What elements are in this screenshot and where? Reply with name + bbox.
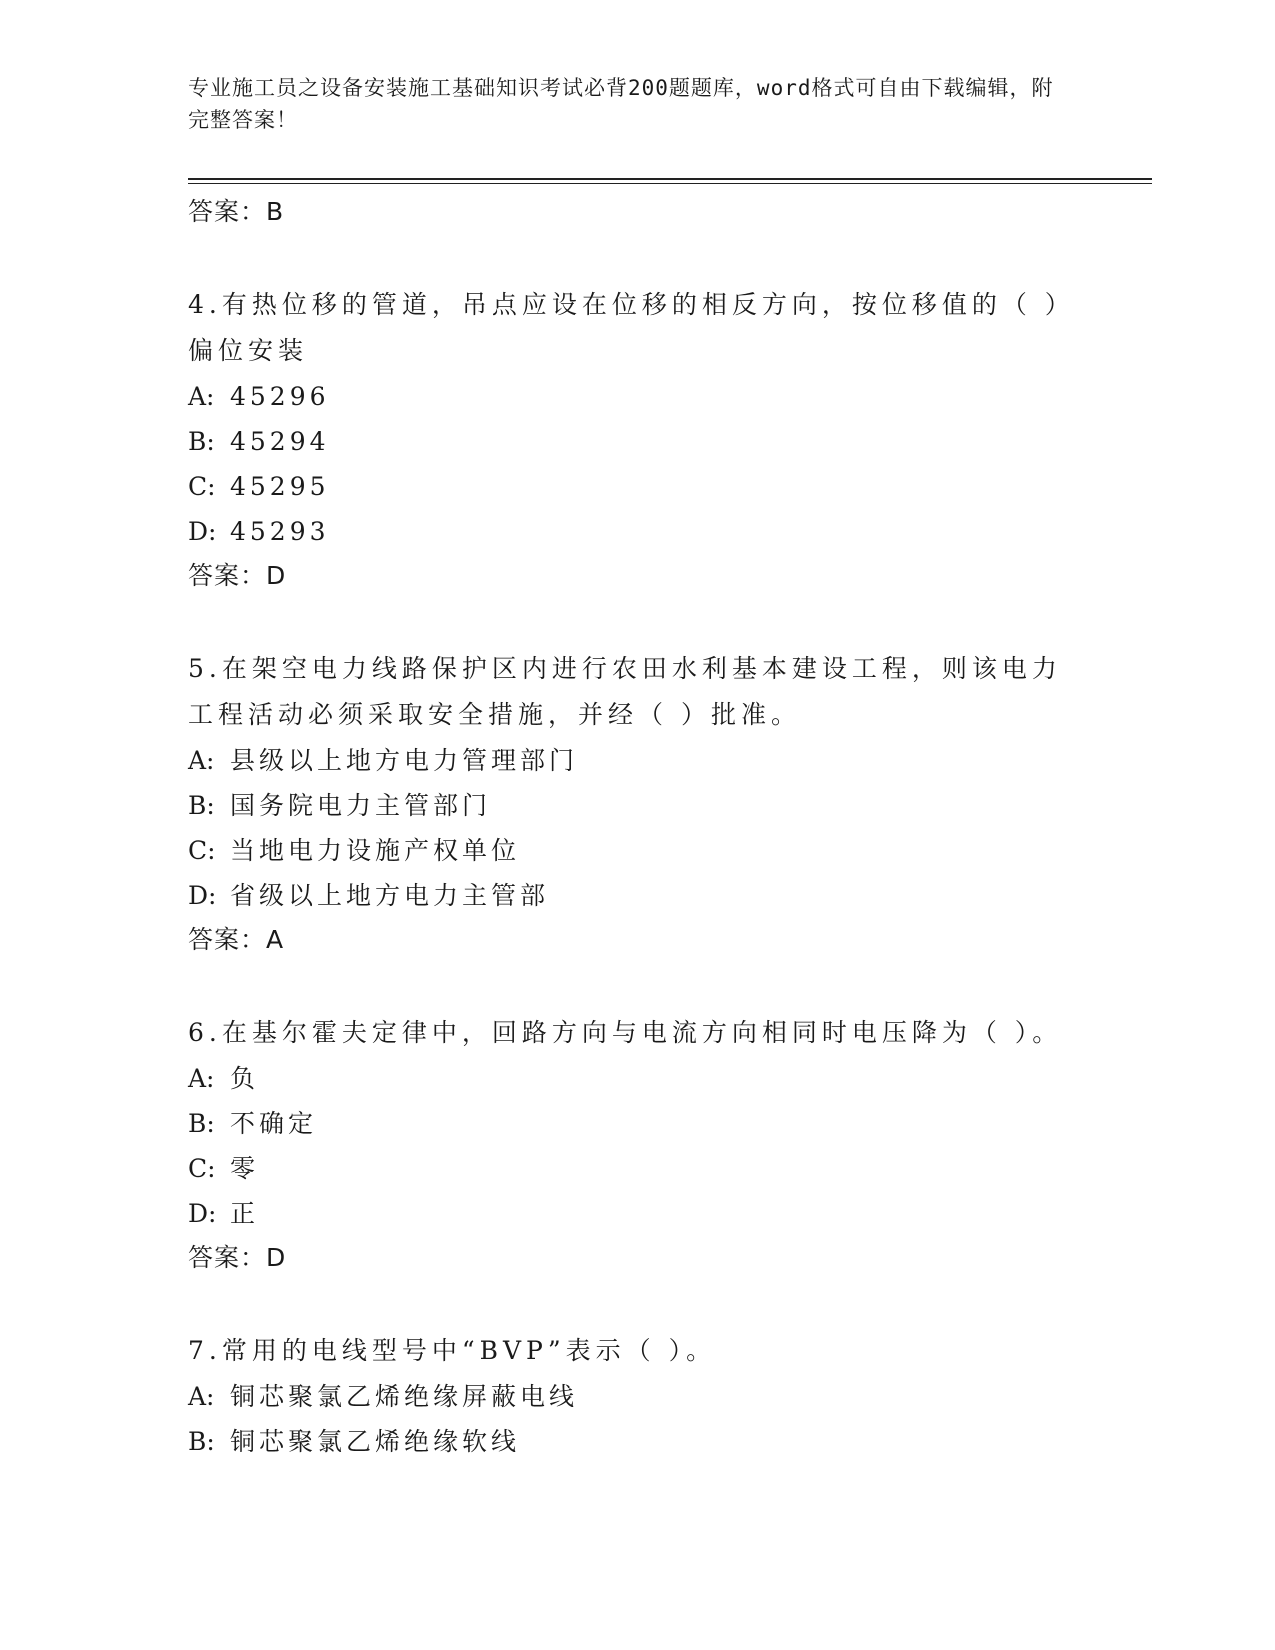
option-text: 当地电力设施产权单位 bbox=[230, 836, 521, 865]
option-a bbox=[188, 1056, 1088, 1101]
option-d bbox=[188, 1191, 1088, 1236]
spacer bbox=[188, 1280, 1088, 1328]
question-block bbox=[188, 646, 1088, 962]
option-text: 正 bbox=[230, 1199, 260, 1228]
option-label: C: bbox=[188, 1154, 216, 1183]
option-label: A: bbox=[188, 1064, 215, 1093]
question-text: 4.有热位移的管道，吊点应设在位移的相反方向，按位移值的（ ）偏位安装 bbox=[188, 290, 1063, 365]
option-text: 负 bbox=[230, 1064, 260, 1093]
option-a bbox=[188, 374, 1088, 419]
spacer bbox=[188, 234, 1088, 282]
spacer bbox=[188, 962, 1088, 1010]
header-rule-thin bbox=[188, 183, 1152, 184]
option-text: 零 bbox=[230, 1154, 260, 1183]
answer-line: 答案：B bbox=[188, 197, 285, 226]
option-label: A: bbox=[188, 746, 215, 775]
spacer bbox=[188, 598, 1088, 646]
option-label: A: bbox=[188, 1382, 215, 1411]
option-text: 铜芯聚氯乙烯绝缘屏蔽电线 bbox=[230, 1382, 579, 1411]
option-b bbox=[188, 1419, 1088, 1464]
option-label: C: bbox=[188, 836, 216, 865]
option-label: B: bbox=[188, 1109, 215, 1138]
document-header: 专业施工员之设备安装施工基础知识考试必背200题题库，word格式可自由下载编辑，附完整答案！ bbox=[188, 76, 1054, 132]
option-a bbox=[188, 1374, 1088, 1419]
answer-line: 答案：A bbox=[188, 925, 285, 954]
option-d bbox=[188, 873, 1088, 918]
answer-line: 答案：D bbox=[188, 561, 287, 590]
answer-line: 答案：D bbox=[188, 1243, 287, 1272]
option-label: C: bbox=[188, 472, 216, 501]
option-label: D: bbox=[188, 881, 217, 910]
option-text: 45295 bbox=[230, 472, 330, 501]
option-text: 45294 bbox=[230, 427, 330, 456]
option-text: 不确定 bbox=[230, 1109, 318, 1138]
option-b bbox=[188, 783, 1088, 828]
option-text: 45296 bbox=[230, 382, 330, 411]
option-label: B: bbox=[188, 1427, 215, 1456]
option-c bbox=[188, 828, 1088, 873]
option-a bbox=[188, 738, 1088, 783]
option-c bbox=[188, 464, 1088, 509]
question-block bbox=[188, 1010, 1088, 1280]
header-rule-thick bbox=[188, 178, 1152, 180]
question-text: 6.在基尔霍夫定律中，回路方向与电流方向相同时电压降为（ ）。 bbox=[188, 1018, 1063, 1047]
option-b bbox=[188, 1101, 1088, 1146]
option-text: 45293 bbox=[230, 517, 330, 546]
option-label: B: bbox=[188, 791, 215, 820]
option-text: 省级以上地方电力主管部 bbox=[230, 881, 550, 910]
document-body bbox=[188, 190, 1088, 1464]
option-label: D: bbox=[188, 517, 217, 546]
option-label: A: bbox=[188, 382, 215, 411]
question-text: 7.常用的电线型号中“BVP”表示（ ）。 bbox=[188, 1336, 717, 1365]
question-block bbox=[188, 282, 1088, 598]
question-text: 5.在架空电力线路保护区内进行农田水利基本建设工程，则该电力工程活动必须采取安全措施，并经（ ）批准。 bbox=[188, 654, 1062, 729]
option-b bbox=[188, 419, 1088, 464]
option-d bbox=[188, 509, 1088, 554]
option-text: 国务院电力主管部门 bbox=[230, 791, 492, 820]
option-text: 县级以上地方电力管理部门 bbox=[230, 746, 579, 775]
option-text: 铜芯聚氯乙烯绝缘软线 bbox=[230, 1427, 521, 1456]
option-label: B: bbox=[188, 427, 215, 456]
option-c bbox=[188, 1146, 1088, 1191]
question-block bbox=[188, 1328, 1088, 1464]
option-label: D: bbox=[188, 1199, 217, 1228]
